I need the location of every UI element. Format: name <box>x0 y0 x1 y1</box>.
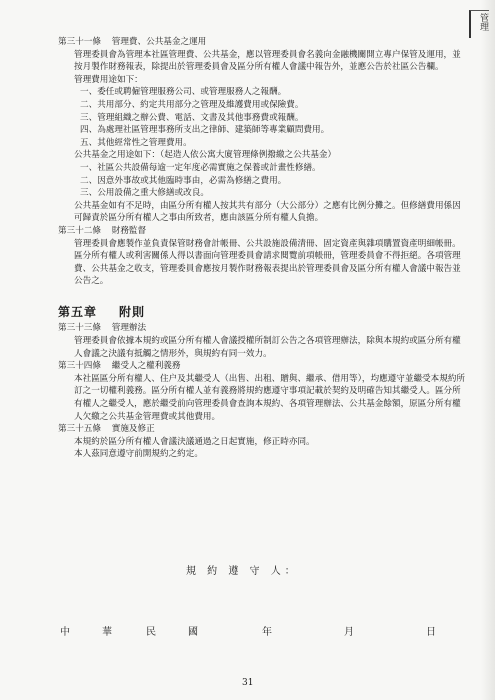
article-33-body: 管理委員會依據本規約或區分所有權人會議授權所制訂公告之各項管理辦法，除與本規約或區分所有權人會議之決議有抵觸之情形外，與規約有同一效力。 <box>74 336 461 359</box>
article-32-number: 第三十二條 <box>58 225 101 236</box>
list-item: 三、公用設備之重大修繕或改良。 <box>80 188 209 199</box>
article-33-heading <box>58 322 468 335</box>
list-item: 二、因意外事故或其他臨時事由，必需為修繕之費用。 <box>80 175 287 186</box>
date-year-label: 年 <box>262 627 272 638</box>
date-char-hua: 華 <box>102 627 112 638</box>
article-31-heading <box>58 36 468 49</box>
article-32-para-1: 管理委員會應製作並負責保管財務會計帳冊、公共設施設備清冊、固定資產與雜項購置資產明細帳冊。 <box>74 238 461 249</box>
date-month-label: 月 <box>344 627 354 638</box>
article-31-fund-intro: 公共基金之用途如下：（起造人依公寓大廈管理條例撥繳之公共基金） <box>74 150 337 161</box>
article-31-number: 第三十一條 <box>58 37 101 47</box>
article-33-title: 管理辦法 <box>111 323 147 334</box>
article-31-fund-note: 公共基金如有不足時，由區分所有權人按其共有部分（大公部分）之應有比例分攤之。但修繕費用係因可歸責於區分所有權人之事由所致者，應由該區分所有權人負擔。 <box>74 200 461 224</box>
signer-label: 規 約 遵 守 人： <box>186 566 299 577</box>
list-item: 四、為處理社區管理事務所支出之律師、建築師等專業顧問費用。 <box>80 125 330 136</box>
article-34-body: 本社區區分所有權人、住户及其繼受人（出售、出租、贈與、繼承、借用等），均應遵守並繼受本規約所訂之一切權利義務。區分所有權人並有義務將規約應遵守事項記載於契約及明確告知其繼受人。區分所有權人之繼受人，應於繼受前向管理委員會查詢本規約、各項管理辦法、公共基金餘額，原區分所有權人欠繳之公共基金管理費或其他費用。 <box>74 373 466 422</box>
article-31-title: 管理費、公共基金之運用 <box>111 37 207 47</box>
article-35-title: 實施及修正 <box>111 424 155 435</box>
article-32-title: 財務監督 <box>111 225 147 236</box>
document-body <box>58 36 468 461</box>
article-31-uses-intro: 管理費用途如下： <box>74 74 143 85</box>
article-34-number: 第三十四條 <box>58 361 101 372</box>
corner-stamp: 管理 <box>469 10 489 38</box>
page-number: 31 <box>242 678 254 688</box>
article-35-number: 第三十五條 <box>58 424 101 435</box>
article-33-number: 第三十三條 <box>58 323 101 334</box>
article-34-title: 繼受人之權利義務 <box>111 361 181 372</box>
article-31-body: 管理委員會為管理本社區管理費、公共基金，應以管理委員會名義向金融機關開立專户保管及運用，並按月製作財務報表，除提出於管理委員會及區分所有權人會議中報告外，並應公告於社區公告欄。 <box>74 49 461 73</box>
article-32-heading <box>58 225 468 238</box>
chapter-title: 附則 <box>119 304 146 319</box>
list-item: 五、其他經常性之管理費用。 <box>80 137 192 148</box>
list-item: 三、管理組織之辦公費、電話、文書及其他事務費或報酬。 <box>80 112 304 123</box>
list-item: 二、共用部分、約定共用部分之管理及維護費用或保險費。 <box>80 99 304 110</box>
chapter-number: 第五章 <box>58 304 98 319</box>
article-35-para-1: 本規約於區分所有權人會議決議通過之日起實施，修正時亦同。 <box>74 436 315 447</box>
chapter-heading <box>58 306 468 319</box>
list-item: 一、社區公共設備每逾一定年度必需實施之保養或計畫性修繕。 <box>80 162 321 173</box>
article-35-heading <box>58 423 468 436</box>
article-35-para-2: 本人茲同意遵守前開規約之約定。 <box>74 449 203 460</box>
article-32-para-2: 區分所有權人或利害關係人得以書面向管理委員會請求閱覽前項帳冊，管理委員會不得拒絕。各項管理費、公共基金之收支，管理委員會應按月製作財務報表提出於管理委員會及區分所有權人會議中報告並公告之。 <box>74 251 461 287</box>
date-char-zhong: 中 <box>60 627 70 638</box>
date-char-min: 民 <box>146 627 156 638</box>
date-char-guo: 國 <box>188 627 198 638</box>
date-day-label: 日 <box>426 627 436 638</box>
list-item: 一、委任或聘僱管理服務公司、或管理服務人之報酬。 <box>80 87 287 98</box>
article-34-heading <box>58 360 468 373</box>
scan-edge <box>481 0 495 700</box>
